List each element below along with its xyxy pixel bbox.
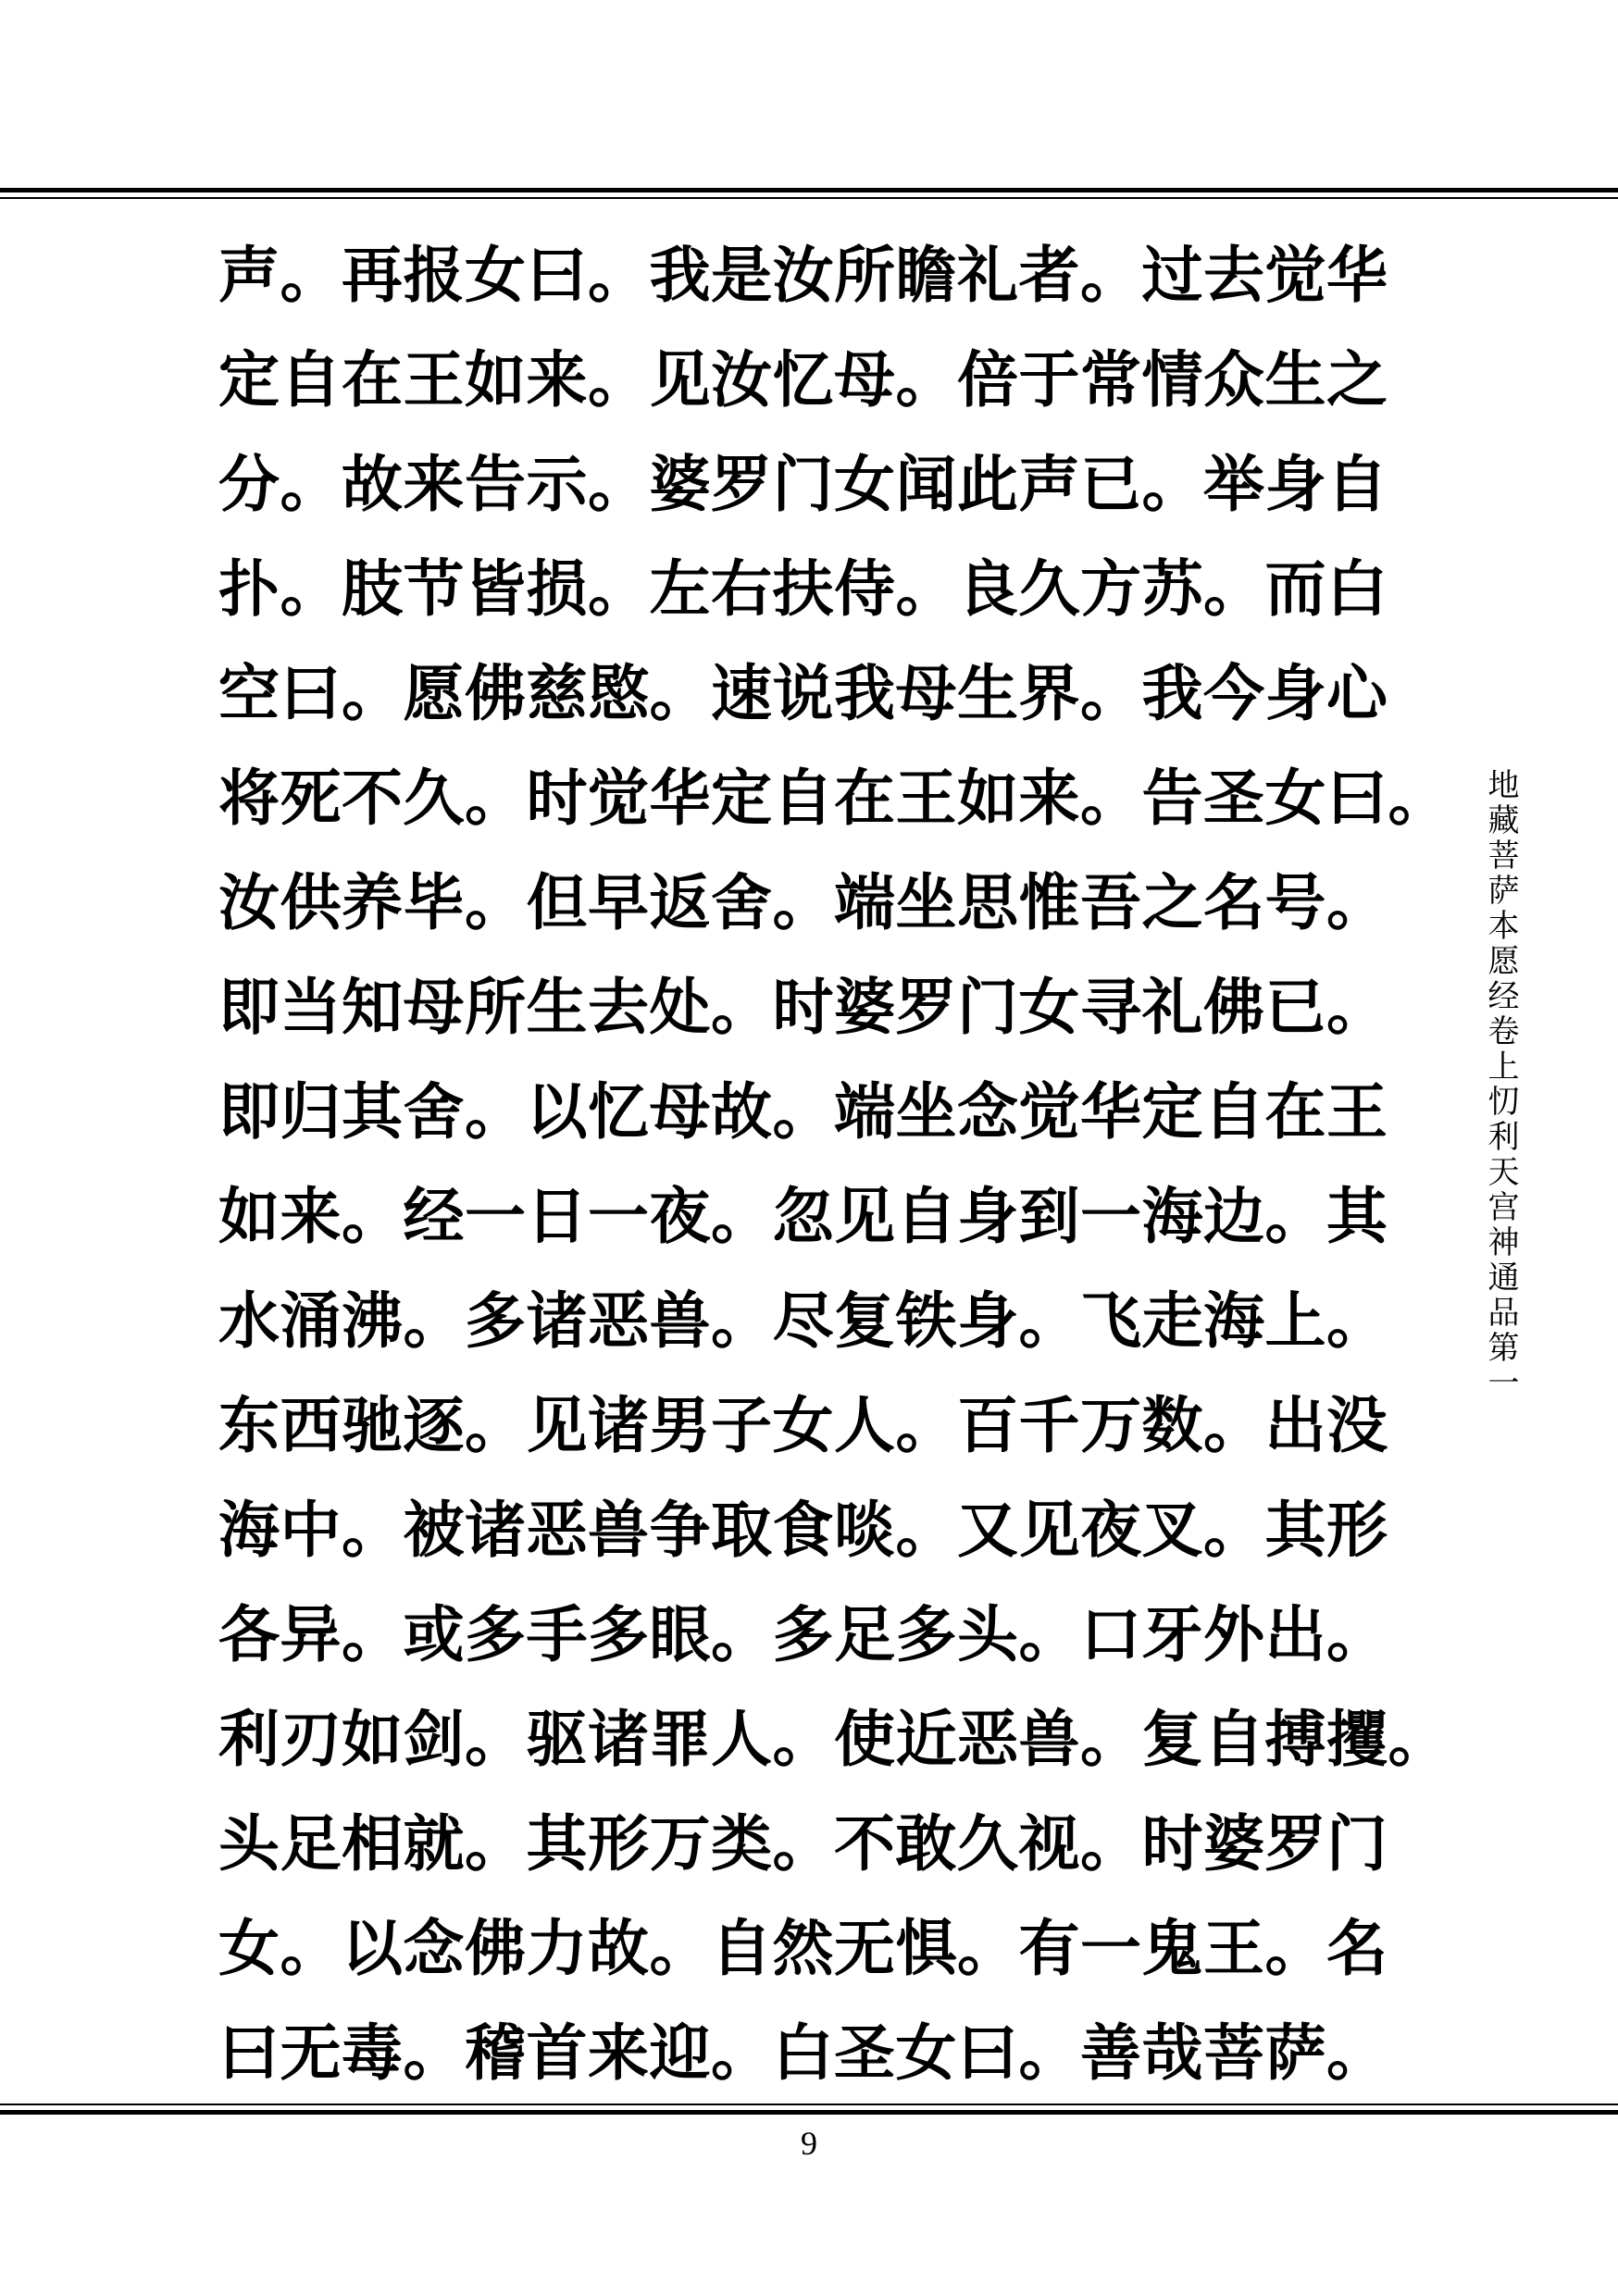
- text-line: 即当知母所生去处。时婆罗门女寻礼佛已。: [218, 972, 1388, 1043]
- text-line: 如来。经一日一夜。忽见自身到一海边。其: [218, 1181, 1388, 1252]
- text-line: 汝供养毕。但早返舍。端坐思惟吾之名号。: [218, 867, 1388, 938]
- text-line: 扑。肢节皆损。左右扶侍。良久方苏。而白: [218, 553, 1388, 625]
- running-header-vertical: [1477, 768, 1524, 1401]
- top-rule-thick: [0, 188, 1618, 192]
- sutra-volume-title: 地藏菩萨本愿经卷上: [1482, 768, 1519, 1085]
- text-line: 女。以念佛力故。自然无惧。有一鬼王。名: [218, 1913, 1388, 1984]
- text-line: 东西驰逐。见诸男子女人。百千万数。出没: [218, 1390, 1388, 1461]
- body-text: [218, 230, 1450, 2112]
- text-line: 将死不久。时觉华定自在王如来。告圣女曰。: [218, 763, 1450, 834]
- text-line: 水涌沸。多诸恶兽。尽复铁身。飞走海上。: [218, 1285, 1388, 1357]
- text-line: 各异。或多手多眼。多足多头。口牙外出。: [218, 1599, 1388, 1670]
- bottom-rule-thin: [0, 2104, 1618, 2105]
- chapter-title: 忉利天宫神通品第一: [1482, 1085, 1519, 1401]
- text-line: 空曰。愿佛慈愍。速说我母生界。我今身心: [218, 658, 1388, 729]
- text-line: 即归其舍。以忆母故。端坐念觉华定自在王: [218, 1076, 1388, 1148]
- text-line: 声。再报女曰。我是汝所瞻礼者。过去觉华: [218, 240, 1388, 311]
- text-line: 头足相就。其形万类。不敢久视。时婆罗门: [218, 1808, 1388, 1880]
- page-number: 9: [801, 2125, 817, 2162]
- text-line: 分。故来告示。婆罗门女闻此声已。举身自: [218, 449, 1388, 520]
- text-line: 海中。被诸恶兽争取食啖。又见夜叉。其形: [218, 1495, 1388, 1566]
- top-rule-thin: [0, 197, 1618, 199]
- bottom-rule-thick: [0, 2110, 1618, 2115]
- text-line: 曰无毒。稽首来迎。白圣女曰。善哉菩萨。: [218, 2017, 1388, 2089]
- text-line: 定自在王如来。见汝忆母。倍于常情众生之: [218, 344, 1388, 416]
- text-line: 利刃如剑。驱诸罪人。使近恶兽。复自搏攫。: [218, 1704, 1450, 1775]
